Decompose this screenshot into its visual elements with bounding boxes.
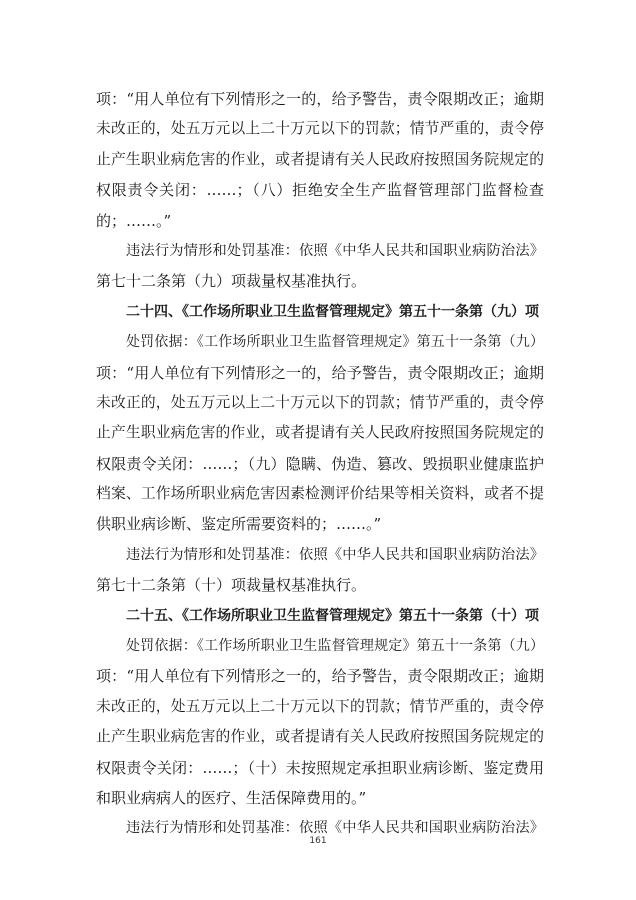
body-text-line: 未改正的，处五万元以上二十万元以下的罚款；情节严重的，责令停: [96, 120, 544, 138]
paragraph-last-line: 第七十二条第（十）项裁量权基准执行。: [96, 576, 367, 595]
document-body: [96, 84, 544, 844]
body-text-line: 权限责令关闭：……；（十）未按照规定承担职业病诊断、鉴定费用: [96, 758, 544, 777]
section-heading: 二十四、《工作场所职业卫生监督管理规定》第五十一条第（九）项: [126, 303, 539, 320]
page-number: 161: [309, 836, 327, 846]
body-text-line: 止产生职业病危害的作业，或者提请有关人民政府按照国务院规定的: [96, 424, 544, 442]
paragraph-first-line: 违法行为情形和处罚基准：依照《中华人民共和国职业病防治法》: [126, 820, 544, 837]
body-text-line: 未改正的，处五万元以上二十万元以下的罚款；情节严重的，责令停: [96, 697, 544, 715]
body-text-line: 项：“用人单位有下列情形之一的，给予警告，责令限期改正；逾期: [96, 363, 544, 382]
paragraph-last-line: 第七十二条第（九）项裁量权基准执行。: [96, 272, 367, 291]
paragraph-last-line: 供职业病诊断、鉴定所需要资料的；……。”: [96, 515, 382, 534]
body-text-line: 项：“用人单位有下列情形之一的，给予警告，责令限期改正；逾期: [96, 667, 544, 686]
body-text-line: 档案、工作场所职业病危害因素检测评价结果等相关资料，或者不提: [96, 485, 544, 503]
body-text-line: 未改正的，处五万元以上二十万元以下的罚款；情节严重的，责令停: [96, 393, 544, 411]
section-heading: 二十五、《工作场所职业卫生监督管理规定》第五十一条第（十）项: [126, 607, 539, 624]
paragraph-first-line: 处罚依据：《工作场所职业卫生监督管理规定》第五十一条第（九）: [126, 638, 544, 655]
body-text-line: 权限责令关闭：……；（九）隐瞒、伪造、篡改、毁损职业健康监护: [96, 454, 544, 473]
paragraph-last-line: 和职业病病人的医疗、生活保障费用的。”: [96, 788, 367, 807]
paragraph-first-line: 处罚依据：《工作场所职业卫生监督管理规定》第五十一条第（九）: [126, 334, 544, 351]
paragraph-first-line: 违法行为情形和处罚基准：依照《中华人民共和国职业病防治法》: [126, 546, 544, 563]
body-text-line: 止产生职业病危害的作业，或者提请有关人民政府按照国务院规定的: [96, 150, 544, 168]
paragraph-first-line: 违法行为情形和处罚基准：依照《中华人民共和国职业病防治法》: [126, 242, 544, 259]
body-text-line: 权限责令关闭：……；（八）拒绝安全生产监督管理部门监督检查: [96, 181, 544, 200]
paragraph-last-line: 的；……。”: [96, 211, 172, 230]
body-text-line: 项：“用人单位有下列情形之一的，给予警告，责令限期改正；逾期: [96, 90, 544, 108]
body-text-line: 止产生职业病危害的作业，或者提请有关人民政府按照国务院规定的: [96, 728, 544, 746]
